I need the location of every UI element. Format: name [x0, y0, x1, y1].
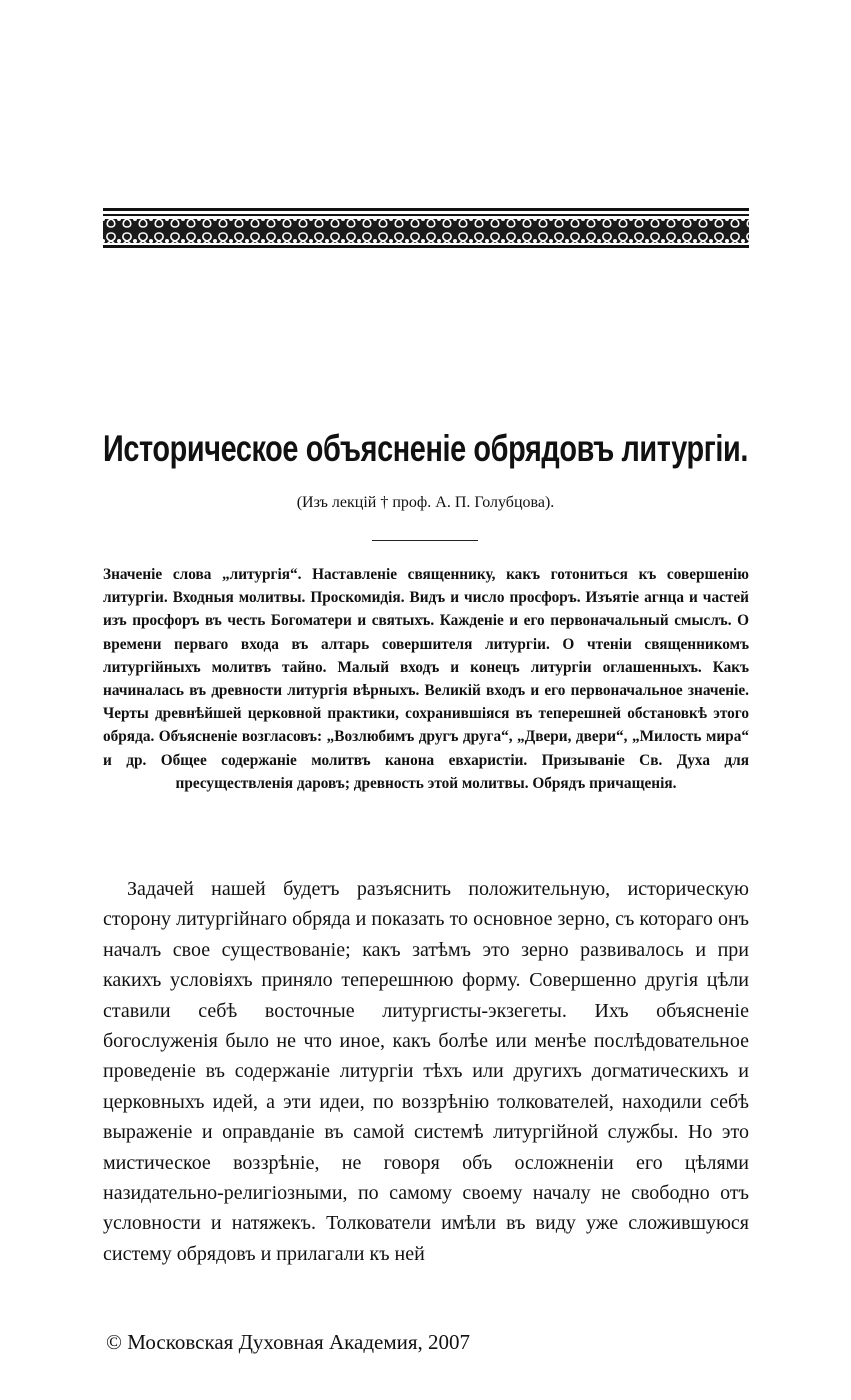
chapter-summary: Значеніе слова „литургія“. Наставленіе священнику, какъ готониться къ совершенію литургіи. Входныя молитвы. Проскомидія. Видъ и число просфоръ. Изъятіе агнца и частей изъ просфоръ въ честь Богоматери и святыхъ. Кажденіе и его первоначальный смыслъ. О времени перваго входа въ алтарь совершителя литургіи. О чтеніи священникомъ литургійныхъ молитвъ тайно. Малый входъ и конецъ литургіи оглашенныхъ. Какъ начиналась въ древности литургія вѣрныхъ. Великій входъ и его первоначальное значеніе. Черты древнѣйшей церковной практики, сохранившіяся въ теперешней обстановкѣ этого обряда. Объясненіе возгласовъ: „Возлюбимъ другъ друга“, „Двери, двери“, „Милость мира“ и др. Общее содержаніе молитвъ канона евхаристіи. Призываніе Св. Духа для пресуществленія даровъ; древность этой молитвы. Обрядъ причащенія.	[103, 566, 749, 792]
copyright-notice: © Московская Духовная Академия, 2007	[106, 1330, 471, 1354]
body-paragraph: Задачей нашей будетъ разъяснить положительную, историческую сторону литургійнаго обряда и показать то основное зерно, съ котораго онъ началъ свое существованіе; какъ затѣмъ это зерно развивалось и при какихъ условіяхъ приняло теперешнюю форму. Совершенно другія цѣли ставили себѣ восточные литургисты-экзегеты. Ихъ объясненіе богослуженія было не что иное, какъ болѣе или менѣе послѣдовательное проведеніе въ содержаніе литургіи тѣхъ или другихъ догматическихъ и церковныхъ идей, а эти идеи, по воззрѣнію толкователей, находили себѣ выраженіе и оправданіе въ самой системѣ литургійной службы. Но это мистическое воззрѣніе, не говоря объ осложненіи его цѣлями назидательно-религіозными, по самому своему началу не свободно отъ условности и натяжекъ. Толкователи имѣли въ виду уже сложившуюся систему обрядовъ и прилагали къ ней	[103, 878, 749, 1265]
divider-line	[372, 540, 478, 541]
decorative-header-ornament	[103, 208, 749, 250]
author-attribution: (Изъ лекцій † проф. А. П. Голубцова).	[296, 494, 555, 511]
page-title: Историческое объясненіе обрядовъ литургіи.	[102, 428, 749, 469]
